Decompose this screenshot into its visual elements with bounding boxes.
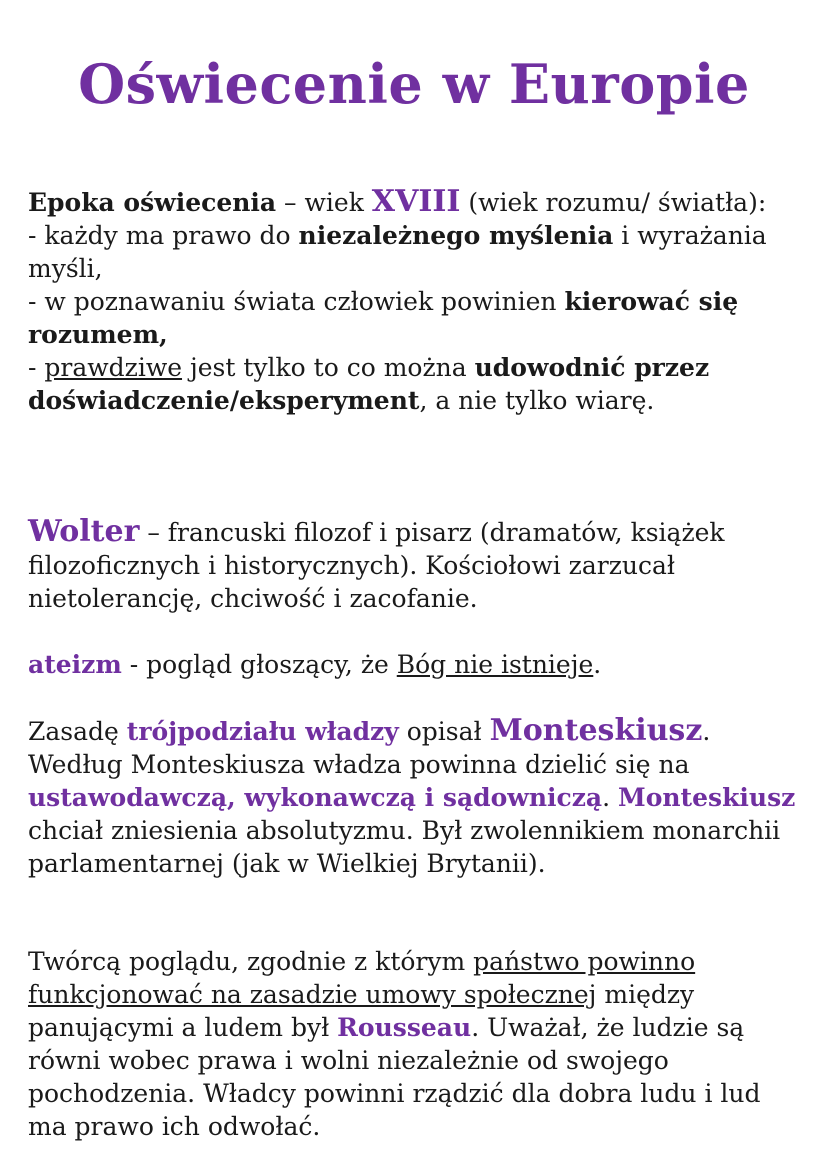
ateizm-text: - pogląd głoszący, że (121, 650, 397, 679)
mont-h: Monteskiusz (618, 783, 796, 812)
wolter-text: – francuski filozof i pisarz (dramatów, książek filozoficznych i historycznych). Kościołowi zarzucał nietolerancję, chciwość i zacofanie. (28, 518, 725, 613)
mont-f: ustawodawczą, wykonawczą i sądowniczą (28, 783, 603, 812)
ateizm-section (28, 648, 803, 681)
epoka-century: XVIII (371, 184, 461, 219)
epoka-l2b: kierować się rozumem, (28, 287, 739, 349)
wolter-section (28, 515, 803, 615)
ateizm-end: . (593, 650, 602, 679)
epoka-section (28, 185, 803, 417)
epoka-l3d: udowodnić przez doświadczenie/eksperyment (28, 353, 710, 415)
rousseau-name: Rousseau (337, 1013, 472, 1042)
epoka-after: (wiek rozumu/ światła): (460, 188, 767, 217)
epoka-dash: – wiek (276, 188, 372, 217)
mont-b: trójpodziału władzy (126, 717, 399, 746)
epoka-l1a: - każdy ma prawo do (28, 221, 299, 250)
rousseau-b: między panującymi a ludem był (28, 980, 695, 1042)
epoka-l3c: jest tylko to co można (182, 353, 475, 382)
epoka-l3a: - (28, 353, 45, 382)
rousseau-underline: państwo powinno funkcjonować na zasadzie umowy społecznej (28, 947, 696, 1009)
rousseau-c: . Uważał, że ludzie są równi wobec prawa i wolni niezależnie od swojego pochodzenia. Władcy powinni rządzić dla dobra ludu i lud ma prawo ich odwołać. (28, 1013, 761, 1141)
rousseau-section (28, 945, 803, 1143)
mont-d: Monteskiusz (489, 713, 703, 748)
epoka-l1c: i wyrażania myśli, (28, 221, 767, 283)
rousseau-a: Twórcą poglądu, zgodnie z którym (28, 947, 474, 976)
mont-c: opisał (398, 717, 490, 746)
mont-e: . Według Monteskiusza władza powinna dzielić się na (28, 717, 711, 779)
page-title: Oświecenie w Europie (78, 52, 750, 116)
epoka-l1b: niezależnego myślenia (298, 221, 614, 250)
mont-g: . (602, 783, 619, 812)
epoka-l3e: , a nie tylko wiarę. (419, 386, 655, 415)
ateizm-underline: Bóg nie istnieje (396, 650, 594, 679)
mont-i: chciał zniesienia absolutyzmu. Był zwolennikiem monarchii parlamentarnej (jak w Wielkiej Brytanii). (28, 816, 781, 878)
epoka-l3b: prawdziwe (44, 353, 183, 382)
mont-a: Zasadę (28, 717, 127, 746)
epoka-l2a: - w poznawaniu świata człowiek powinien (28, 287, 565, 316)
monteskiusz-section (28, 714, 803, 880)
ateizm-term: ateizm (28, 650, 122, 679)
wolter-name: Wolter (28, 514, 140, 549)
epoka-term: Epoka oświecenia (28, 188, 277, 217)
